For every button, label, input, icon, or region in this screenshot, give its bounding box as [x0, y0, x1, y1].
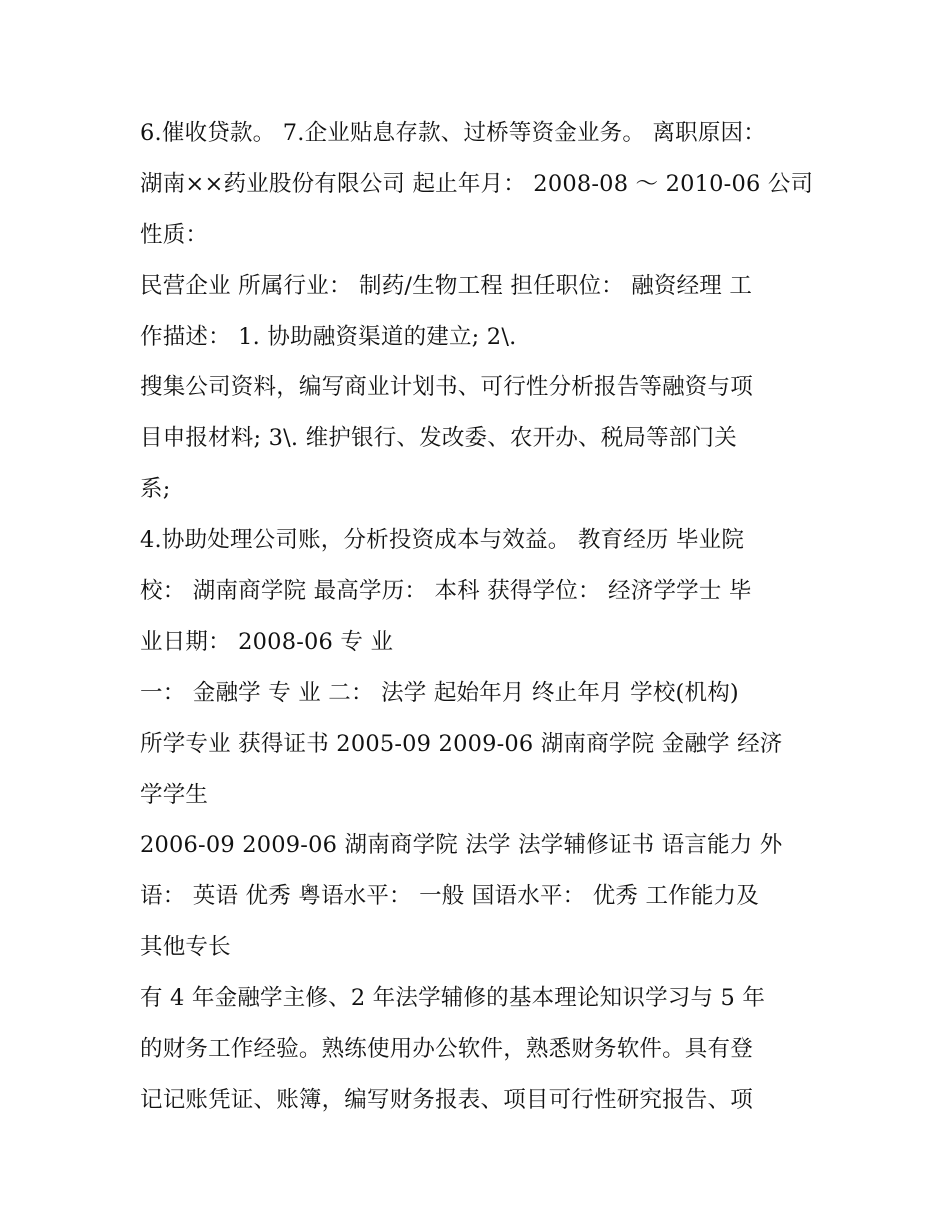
text-line: 有 4 年金融学主修、2 年法学辅修的基本理论知识学习与 5 年 [140, 985, 766, 1012]
text-line: 目申报材料; 3\. 维护银行、发改委、农开办、税局等部门关 [140, 425, 737, 452]
text-line: 搜集公司资料，编写商业计划书、可行性分析报告等融资与项 [140, 374, 753, 401]
text-line: 湖南××药业股份有限公司 起止年月： 2008-08 ～ 2010-06 公司 [140, 170, 814, 197]
text-line: 4.协助处理公司账，分析投资成本与效益。 教育经历 毕业院 [140, 527, 745, 554]
text-line: 业日期： 2008-06 专 业 [140, 628, 394, 655]
text-line: 6.催收贷款。 7.企业贴息存款、过桥等资金业务。 离职原因： [140, 120, 766, 146]
text-line: 性质： [140, 221, 209, 248]
text-line: 作描述： 1. 协助融资渠道的建立; 2\. [140, 323, 517, 350]
text-line: 学学生 [140, 781, 209, 808]
text-line: 民营企业 所属行业： 制药/生物工程 担任职位： 融资经理 工 [140, 272, 753, 299]
text-line: 语： 英语 优秀 粤语水平： 一般 国语水平： 优秀 工作能力及 [140, 883, 759, 910]
text-line: 的财务工作经验。熟练使用办公软件，熟悉财务软件。具有登 [140, 1036, 753, 1063]
text-line: 其他专长 [140, 934, 231, 961]
text-line: 记记账凭证、账簿，编写财务报表、项目可行性研究报告、项 [140, 1086, 753, 1113]
text-line: 2006-09 2009-06 湖南商学院 法学 法学辅修证书 语言能力 外 [140, 832, 783, 859]
text-line: 系; [140, 476, 171, 503]
text-line: 校： 湖南商学院 最高学历： 本科 获得学位： 经济学学士 毕 [140, 578, 752, 605]
text-line: 一： 金融学 专 业 二： 法学 起始年月 终止年月 学校(机构) [140, 679, 739, 706]
resume-text [140, 108, 820, 1126]
text-line: 所学专业 获得证书 2005-09 2009-06 湖南商学院 金融学 经济 [140, 730, 783, 757]
